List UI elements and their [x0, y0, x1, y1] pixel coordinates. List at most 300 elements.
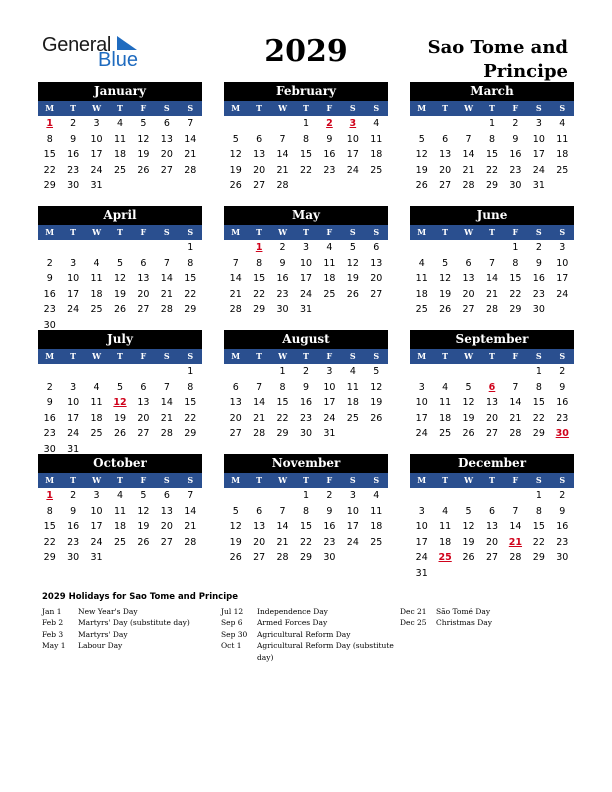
month-july	[38, 330, 202, 457]
holiday-row	[221, 617, 397, 628]
day-cell: 29	[43, 180, 56, 191]
day-cell: 23	[509, 164, 522, 176]
day-cell: 16	[323, 521, 336, 532]
day-cell: 6	[256, 505, 263, 517]
day-cell: 8	[46, 505, 53, 517]
weekday-label: T	[303, 351, 309, 361]
weekday-label: M	[417, 351, 427, 361]
weekday-label: T	[256, 103, 263, 113]
day-cell: 24	[323, 412, 336, 424]
month-title: October	[38, 454, 202, 473]
day-cell: 7	[232, 257, 239, 269]
weekday-label: T	[256, 227, 263, 237]
day-empty	[155, 240, 178, 256]
day-cell: 7	[279, 133, 286, 145]
day-cell: 25	[415, 304, 428, 315]
day-empty	[108, 240, 131, 256]
day-grid	[224, 488, 388, 566]
day-cell: 16	[276, 273, 289, 284]
day-cell: 26	[346, 288, 359, 300]
day-cell: 11	[370, 505, 383, 517]
day-cell: 4	[326, 242, 333, 253]
weekday-label: T	[442, 227, 449, 237]
day-grid	[410, 240, 574, 318]
day-cell: 20	[485, 412, 499, 424]
day-empty	[85, 364, 108, 380]
day-cell: 6	[163, 118, 170, 129]
day-cell: 29	[485, 180, 499, 191]
day-cell: 23	[299, 412, 313, 424]
day-empty	[480, 364, 503, 380]
day-cell: 9	[302, 381, 310, 393]
day-cell: 18	[346, 397, 359, 408]
day-cell: 12	[229, 521, 242, 532]
day-cell: 22	[299, 164, 313, 176]
day-cell: 13	[253, 149, 266, 160]
day-cell: 22	[184, 412, 197, 424]
day-cell: 29	[509, 304, 522, 315]
day-cell: 18	[113, 521, 127, 532]
day-cell: 30	[509, 180, 522, 191]
weekday-label: M	[417, 103, 427, 113]
day-grid	[38, 240, 202, 333]
day-cell: 23	[43, 304, 56, 315]
day-cell: 30	[556, 552, 569, 563]
day-empty	[410, 116, 433, 132]
day-cell: 27	[462, 304, 475, 315]
day-cell: 21	[229, 288, 242, 300]
day-cell: 14	[184, 133, 197, 145]
weekday-header	[410, 225, 574, 240]
day-empty	[38, 364, 61, 380]
day-cell: 13	[137, 397, 150, 408]
day-cell: 21	[184, 521, 197, 532]
day-cell: 8	[535, 381, 542, 393]
day-cell: 9	[559, 381, 566, 393]
day-cell: 5	[140, 118, 147, 129]
weekday-label: T	[303, 475, 309, 485]
day-cell: 2	[512, 118, 519, 129]
holiday-row	[221, 629, 397, 640]
day-cell: 30	[276, 304, 289, 315]
holiday-date: Feb 2	[42, 618, 64, 628]
weekday-label: F	[140, 351, 147, 361]
day-cell: 31	[532, 180, 545, 191]
month-title: September	[410, 330, 574, 349]
day-cell: 27	[485, 552, 499, 563]
day-cell: 11	[113, 133, 127, 145]
day-cell: 26	[462, 552, 475, 563]
day-cell: 14	[253, 397, 266, 408]
day-cell: 13	[137, 273, 150, 284]
day-cell: 19	[346, 273, 359, 284]
day-cell: 17	[90, 521, 103, 532]
day-grid	[224, 116, 388, 194]
day-cell: 1	[302, 118, 310, 129]
day-cell: 7	[465, 133, 472, 145]
day-cell: 21	[485, 288, 499, 300]
weekday-label: S	[559, 227, 566, 237]
day-cell: 3	[535, 118, 542, 129]
day-cell: 20	[370, 273, 383, 284]
day-cell: 25	[323, 288, 336, 300]
holiday-name: Labour Day	[78, 641, 123, 651]
weekday-label: S	[187, 351, 194, 361]
day-cell: 10	[346, 133, 359, 145]
day-cell: 28	[184, 536, 197, 548]
holiday-date: May 1	[42, 641, 66, 651]
weekday-label: W	[464, 227, 474, 237]
day-cell: 15	[253, 273, 266, 284]
day-cell: 31	[323, 428, 336, 439]
holiday-name: São Tomé Day	[436, 607, 491, 616]
day-cell: 22	[276, 412, 289, 424]
day-cell: 27	[370, 288, 383, 300]
day-cell: 26	[137, 164, 150, 176]
day-cell: 8	[256, 257, 263, 269]
day-cell: 16	[67, 521, 80, 532]
day-cell: 6	[163, 490, 170, 501]
holiday-column	[42, 606, 218, 652]
day-cell-holiday: 21	[508, 536, 523, 548]
day-cell: 23	[67, 164, 80, 176]
weekday-label: T	[303, 103, 309, 113]
day-cell: 2	[302, 366, 310, 377]
day-cell: 24	[532, 164, 545, 176]
day-cell: 15	[509, 273, 522, 284]
day-cell: 26	[370, 412, 383, 424]
day-cell: 7	[279, 505, 286, 517]
day-cell: 12	[346, 257, 359, 269]
day-cell: 14	[276, 149, 289, 160]
month-january	[38, 82, 202, 194]
day-cell: 7	[512, 505, 519, 517]
day-empty	[433, 116, 456, 132]
day-cell: 15	[43, 521, 56, 532]
day-cell: 22	[253, 288, 266, 300]
holiday-name: Christmas Day	[436, 618, 492, 628]
day-cell: 15	[485, 149, 499, 160]
month-title: August	[224, 330, 388, 349]
day-cell: 20	[137, 412, 150, 424]
day-cell: 3	[418, 505, 425, 517]
day-empty	[85, 240, 108, 256]
day-cell: 13	[160, 505, 173, 517]
day-cell: 17	[346, 149, 359, 160]
weekday-label: S	[187, 227, 194, 237]
weekday-label: S	[163, 227, 170, 237]
day-empty	[247, 364, 270, 380]
day-cell: 17	[532, 149, 545, 160]
holiday-row	[42, 606, 218, 617]
day-cell: 8	[302, 133, 310, 145]
day-cell: 30	[323, 552, 336, 563]
weekday-label: S	[163, 475, 170, 485]
day-cell: 8	[512, 257, 519, 269]
day-empty	[504, 364, 527, 380]
weekday-label: T	[117, 227, 123, 237]
day-cell: 26	[462, 428, 475, 439]
day-cell: 15	[276, 397, 289, 408]
day-cell: 18	[439, 412, 452, 424]
day-cell: 1	[488, 118, 496, 129]
day-cell: 15	[532, 521, 545, 532]
weekday-label: S	[187, 475, 194, 485]
day-cell: 5	[140, 490, 147, 501]
day-cell: 20	[439, 164, 452, 176]
day-cell: 8	[187, 381, 194, 393]
day-cell: 1	[512, 242, 519, 253]
weekday-label: S	[535, 475, 542, 485]
day-cell: 14	[184, 505, 197, 517]
weekday-label: F	[326, 103, 333, 113]
day-cell: 9	[512, 133, 519, 145]
weekday-label: S	[187, 103, 194, 113]
calendar-year: 2029	[264, 34, 348, 69]
weekday-label: S	[373, 475, 380, 485]
holiday-name: Martyrs' Day	[78, 629, 128, 639]
weekday-label: T	[117, 103, 123, 113]
day-cell: 15	[299, 521, 313, 532]
day-cell: 6	[442, 133, 449, 145]
day-cell: 29	[253, 304, 266, 315]
day-cell: 5	[442, 257, 449, 269]
day-cell: 20	[485, 536, 499, 548]
day-cell: 23	[556, 412, 569, 424]
day-empty	[457, 488, 480, 504]
day-cell: 27	[137, 428, 150, 439]
day-cell: 9	[559, 505, 566, 517]
holiday-row	[42, 640, 218, 651]
weekday-label: S	[535, 227, 542, 237]
month-march	[410, 82, 574, 194]
day-cell: 4	[373, 490, 380, 501]
day-cell: 23	[323, 164, 336, 176]
day-cell: 18	[370, 149, 383, 160]
day-cell: 28	[160, 428, 173, 439]
weekday-label: S	[373, 351, 380, 361]
day-cell-holiday: 1	[46, 490, 54, 501]
weekday-label: T	[117, 475, 123, 485]
month-august	[224, 330, 388, 442]
day-cell: 6	[140, 257, 147, 269]
month-november	[224, 454, 388, 566]
day-cell: 23	[532, 288, 545, 300]
weekday-header	[38, 349, 202, 364]
day-cell: 13	[485, 521, 499, 532]
month-october	[38, 454, 202, 566]
day-cell: 23	[67, 536, 80, 548]
weekday-label: W	[92, 351, 102, 361]
weekday-label: S	[163, 103, 170, 113]
day-cell: 13	[229, 397, 242, 408]
day-cell: 9	[70, 133, 77, 145]
day-cell: 21	[184, 149, 197, 160]
day-cell: 20	[137, 288, 150, 300]
day-cell: 6	[140, 381, 147, 393]
day-cell-holiday: 12	[113, 397, 127, 408]
day-cell: 21	[160, 412, 173, 424]
day-cell: 26	[229, 552, 242, 563]
day-cell: 16	[509, 149, 522, 160]
day-cell: 28	[485, 304, 499, 315]
day-cell: 10	[90, 133, 103, 145]
day-cell: 21	[276, 164, 289, 176]
day-cell: 10	[415, 397, 428, 408]
day-cell: 5	[373, 366, 380, 377]
logo-text-general: General	[42, 34, 112, 56]
day-cell: 11	[323, 257, 336, 269]
day-cell: 6	[256, 133, 263, 145]
day-cell-holiday: 1	[255, 242, 263, 253]
weekday-label: F	[140, 103, 147, 113]
day-cell: 1	[535, 366, 542, 377]
day-cell: 17	[67, 412, 80, 424]
month-february	[224, 82, 388, 194]
day-cell: 27	[160, 536, 173, 548]
weekday-label: W	[278, 103, 288, 113]
day-cell-holiday: 25	[438, 552, 452, 563]
weekday-label: W	[278, 351, 288, 361]
day-cell: 2	[326, 490, 333, 501]
day-cell: 24	[67, 304, 80, 315]
day-empty	[155, 364, 178, 380]
day-cell: 12	[113, 273, 127, 284]
weekday-header	[410, 101, 574, 116]
day-empty	[410, 488, 433, 504]
day-cell: 4	[116, 118, 124, 129]
day-cell: 7	[488, 257, 496, 269]
day-empty	[224, 488, 247, 504]
day-cell: 10	[90, 505, 103, 517]
day-cell: 17	[323, 397, 336, 408]
day-empty	[457, 116, 480, 132]
day-cell: 28	[184, 164, 197, 176]
day-grid	[410, 364, 574, 442]
day-cell: 3	[302, 242, 310, 253]
day-empty	[61, 364, 84, 380]
weekday-label: M	[417, 475, 427, 485]
day-cell: 3	[326, 366, 333, 377]
day-cell: 18	[113, 149, 127, 160]
day-cell: 9	[326, 133, 333, 145]
day-cell: 25	[113, 164, 127, 176]
day-cell: 3	[559, 242, 566, 253]
holiday-row	[42, 629, 218, 640]
day-cell: 14	[160, 397, 173, 408]
day-cell: 3	[349, 490, 356, 501]
day-cell: 14	[229, 273, 242, 284]
weekday-label: M	[231, 475, 241, 485]
weekday-label: T	[70, 475, 77, 485]
day-cell: 12	[229, 149, 242, 160]
day-cell: 10	[532, 133, 545, 145]
day-cell: 10	[67, 273, 80, 284]
day-empty	[480, 488, 503, 504]
weekday-header	[38, 225, 202, 240]
weekday-label: F	[326, 475, 333, 485]
day-cell: 28	[509, 552, 522, 563]
day-cell: 16	[556, 397, 569, 408]
day-cell: 5	[349, 242, 356, 253]
weekday-label: S	[349, 351, 356, 361]
day-cell: 24	[415, 428, 428, 439]
weekday-label: T	[489, 227, 495, 237]
day-empty	[504, 488, 527, 504]
day-cell: 2	[70, 118, 77, 129]
day-cell: 20	[229, 412, 242, 424]
day-cell: 30	[67, 552, 80, 563]
day-empty	[433, 364, 456, 380]
day-cell: 12	[462, 521, 475, 532]
day-cell: 2	[70, 490, 77, 501]
day-cell: 11	[415, 273, 428, 284]
month-april	[38, 206, 202, 333]
day-cell: 19	[113, 412, 127, 424]
weekday-label: W	[278, 227, 288, 237]
weekday-label: W	[278, 475, 288, 485]
day-cell: 21	[253, 412, 266, 424]
day-cell: 3	[70, 257, 77, 269]
day-grid	[38, 488, 202, 566]
day-cell: 12	[415, 149, 428, 160]
day-cell: 22	[532, 536, 545, 548]
month-title: November	[224, 454, 388, 473]
day-cell: 29	[43, 552, 56, 563]
day-empty	[224, 364, 247, 380]
day-cell: 24	[556, 288, 569, 300]
day-cell: 25	[439, 428, 452, 439]
weekday-label: M	[231, 227, 241, 237]
day-cell: 10	[67, 397, 80, 408]
day-cell-holiday: 6	[488, 381, 496, 393]
day-cell: 25	[90, 428, 103, 439]
day-cell: 19	[370, 397, 383, 408]
holiday-date: Dec 25	[400, 618, 427, 628]
day-cell: 8	[279, 381, 286, 393]
day-cell: 30	[43, 443, 56, 455]
day-cell: 24	[90, 164, 103, 176]
weekday-label: T	[442, 475, 449, 485]
month-may	[224, 206, 388, 318]
weekday-label: S	[349, 103, 356, 113]
day-cell: 21	[462, 164, 475, 176]
day-cell: 12	[137, 133, 150, 145]
day-cell: 17	[415, 536, 428, 548]
day-cell: 19	[137, 521, 150, 532]
weekday-label: F	[512, 227, 519, 237]
day-cell: 16	[67, 149, 80, 160]
day-cell: 14	[485, 273, 499, 284]
day-cell: 3	[93, 490, 100, 501]
day-cell: 29	[532, 552, 545, 563]
holiday-row	[221, 640, 397, 663]
day-cell: 23	[43, 428, 56, 439]
day-empty	[38, 240, 61, 256]
day-empty	[224, 240, 247, 256]
day-cell: 26	[113, 304, 127, 315]
holiday-name: Armed Forces Day	[257, 618, 328, 628]
holiday-column	[221, 606, 397, 663]
day-cell: 7	[256, 381, 263, 393]
weekday-label: S	[559, 475, 566, 485]
day-grid	[38, 116, 202, 194]
day-cell: 20	[253, 536, 266, 548]
weekday-label: M	[231, 351, 241, 361]
holiday-name: New Year's Day	[78, 607, 138, 616]
month-title: April	[38, 206, 202, 225]
month-title: January	[38, 82, 202, 101]
